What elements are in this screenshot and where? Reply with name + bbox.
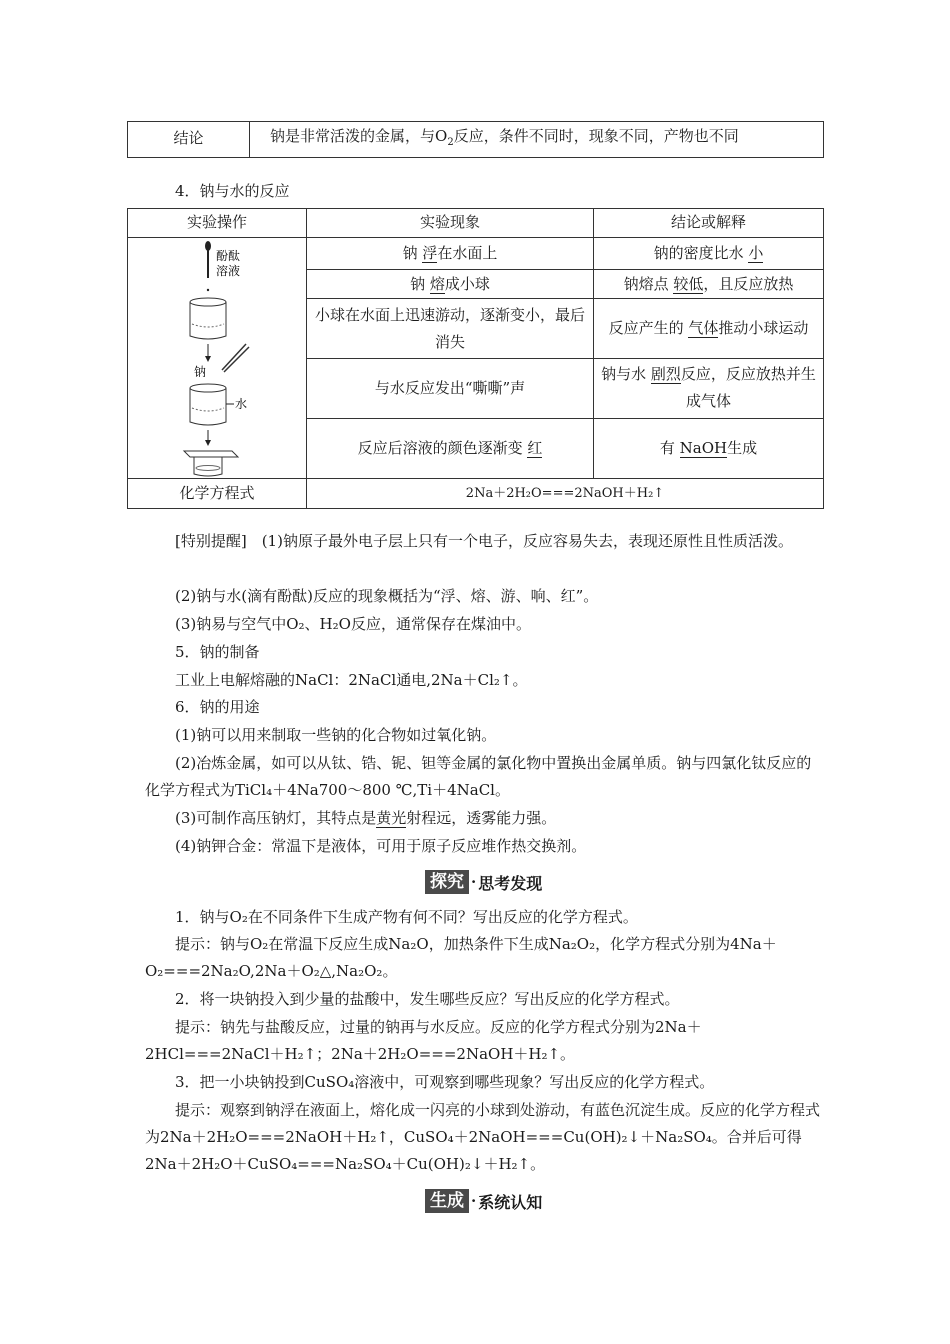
- use-2: (2)冶炼金属，如可以从钛、锆、铌、钽等金属的氯化物中置换出金属单质。钠与四氯化钛反应的化学方程式为TiCl₄＋4Na700～800 ℃,Ti＋4NaCl。: [145, 754, 812, 799]
- label-indicator-1: 酚酞: [216, 249, 241, 263]
- beaker3-liquid: [196, 466, 220, 471]
- conclusion-label: 结论: [128, 122, 250, 158]
- con-3-post: 推动小球运动: [718, 319, 809, 337]
- tweezers-2: [224, 347, 249, 372]
- experiment-table: [127, 208, 824, 509]
- obs-1-key: 浮: [422, 244, 438, 263]
- obs-row-3: 小球在水面上迅速游动，逐渐变小，最后消失: [307, 299, 594, 359]
- con-row-3: [594, 299, 824, 359]
- generate-banner-dot: ·: [471, 1192, 477, 1210]
- use-3-post: 射程远，透雾能力强。: [406, 809, 557, 827]
- use-3-pre: (3)可制作高压钠灯，其特点是: [175, 809, 377, 827]
- conclusion-content: [250, 122, 824, 158]
- answer-3: 提示：观察到钠浮在液面上，熔化成一闪亮的小球到处游动，有蓝色沉淀生成。反应的化学方程式为2Na＋2H₂O===2NaOH＋H₂↑，CuSO₄＋2NaOH===Cu(OH)₂↓＋Na₂SO₄。合并后可得2Na＋2H₂O＋CuSO₄===Na₂SO₄＋Cu(OH)₂↓＋H₂↑。: [145, 1101, 821, 1173]
- answer-1: 提示：钠与O₂在常温下反应生成Na₂O，加热条件下生成Na₂O₂，化学方程式分别为4Na＋O₂===2Na₂O,2Na＋O₂△,Na₂O₂。: [145, 935, 777, 980]
- header-conclusion: 结论或解释: [594, 209, 824, 238]
- label-sodium: 钠: [194, 365, 207, 379]
- prep-text: 工业上电解熔融的NaCl：2NaCl通电,2Na＋Cl₂↑。: [175, 671, 528, 689]
- answer-2: 提示：钠先与盐酸反应，过量的钠再与水反应。反应的化学方程式分别为2Na＋2HCl===2NaCl＋H₂↑；2Na＋2H₂O===2NaOH＋H₂↑。: [145, 1018, 702, 1063]
- explore-banner-box: 探究: [425, 870, 469, 894]
- con-3-pre: 反应产生的: [608, 319, 689, 337]
- drop: [207, 289, 209, 291]
- con-4-key: 剧烈: [650, 365, 681, 384]
- obs-2-pre: 钠: [410, 274, 430, 293]
- obs-1-post: 在水面上: [437, 244, 498, 263]
- con-2-post: ，且反应放热: [703, 274, 794, 293]
- con-1-pre: 钠的密度比水: [653, 244, 749, 263]
- o2-symbol: O: [435, 127, 448, 145]
- section5-heading: 5．钠的制备: [175, 643, 260, 661]
- section6-heading: 6．钠的用途: [175, 698, 260, 716]
- obs-5-pre: 反应后溶液的颜色逐渐变: [357, 438, 528, 457]
- beaker2-rim: [190, 384, 226, 392]
- con-5-post: 生成: [727, 438, 758, 457]
- obs-2-key: 熔: [429, 274, 445, 293]
- beaker2-liquid: [192, 408, 224, 411]
- glass-plate: [184, 451, 238, 457]
- use-3-key: 黄光: [376, 809, 407, 827]
- question-2: 2．将一块钠投入到少量的盐酸中，发生哪些反应？写出反应的化学方程式。: [175, 990, 680, 1008]
- section4-heading: 4．钠与水的反应: [175, 182, 290, 200]
- o2-subscript: 2: [447, 137, 454, 148]
- con-4-post: 反应，反应放热并生成气体: [680, 365, 816, 411]
- obs-2-post: 成小球: [444, 274, 490, 293]
- use-4: (4)钠钾合金：常温下是液体，可用于原子反应堆作热交换剂。: [175, 837, 587, 855]
- apparatus-figure: [128, 238, 306, 478]
- question-1: 1．钠与O₂在不同条件下生成产物有何不同？写出反应的化学方程式。: [175, 908, 638, 926]
- tip-1: [特别提醒] (1)钠原子最外电子层上只有一个电子，反应容易失去，表现还原性且性质活泼。: [175, 532, 793, 550]
- obs-row-5: [307, 418, 594, 478]
- conclusion-text-prefix: 钠是非常活泼的金属，与: [270, 127, 436, 145]
- obs-row-4: 与水反应发出“嘶嘶”声: [307, 359, 594, 419]
- con-row-5: [594, 418, 824, 478]
- con-row-2: [594, 270, 824, 299]
- explore-banner-text: 思考发现: [478, 873, 543, 893]
- question-3: 3．把一小块钠投到CuSO₄溶液中，可观察到哪些现象？写出反应的化学方程式。: [175, 1073, 715, 1091]
- use-1: (1)钠可以用来制取一些钠的化合物如过氧化钠。: [175, 726, 497, 744]
- conclusion-table: [127, 121, 824, 158]
- tip-2: (2)钠与水(滴有酚酞)反应的现象概括为“浮、熔、游、响、红”。: [175, 587, 599, 605]
- generate-banner-text: 系统认知: [478, 1192, 543, 1212]
- tweezers: [222, 344, 246, 370]
- generate-banner: [425, 1189, 542, 1213]
- con-row-4: [594, 359, 824, 419]
- label-indicator-2: 溶液: [216, 264, 241, 278]
- beaker2-body: [190, 388, 226, 425]
- dropper-bulb: [205, 241, 211, 251]
- explore-banner: [425, 870, 542, 894]
- equation-label: 化学方程式: [128, 479, 307, 509]
- con-4-pre: 钠与水: [601, 365, 651, 384]
- arrow-2-head: [205, 440, 211, 446]
- conclusion-text-suffix: 反应，条件不同时，现象不同，产物也不同: [453, 127, 739, 145]
- explore-banner-dot: ·: [471, 873, 477, 891]
- generate-banner-box: 生成: [425, 1189, 469, 1213]
- obs-1-pre: 钠: [402, 244, 423, 263]
- beaker1-liquid: [192, 324, 224, 327]
- beaker1-rim: [190, 298, 226, 306]
- header-phenomenon: 实验现象: [307, 209, 594, 238]
- use-3: [175, 805, 855, 832]
- label-water: 水: [235, 397, 248, 411]
- con-2-pre: 钠熔点: [623, 274, 674, 293]
- con-2-key: 较低: [673, 274, 704, 293]
- con-1-key: 小: [748, 244, 764, 263]
- beaker1-body: [190, 302, 226, 339]
- equation: 2Na＋2H₂O===2NaOH＋H₂↑: [307, 479, 824, 509]
- con-5-key: NaOH: [679, 438, 728, 457]
- con-3-key: 气体: [688, 319, 719, 337]
- arrow-1-head: [205, 356, 211, 362]
- con-row-1: [594, 238, 824, 270]
- tip-3: (3)钠易与空气中O₂、H₂O反应，通常保存在煤油中。: [175, 615, 531, 633]
- apparatus-figure-cell: [128, 238, 307, 479]
- obs-5-key: 红: [527, 438, 543, 457]
- con-5-pre: 有: [659, 438, 680, 457]
- header-operation: 实验操作: [128, 209, 307, 238]
- obs-row-2: [307, 270, 594, 299]
- obs-row-1: [307, 238, 594, 270]
